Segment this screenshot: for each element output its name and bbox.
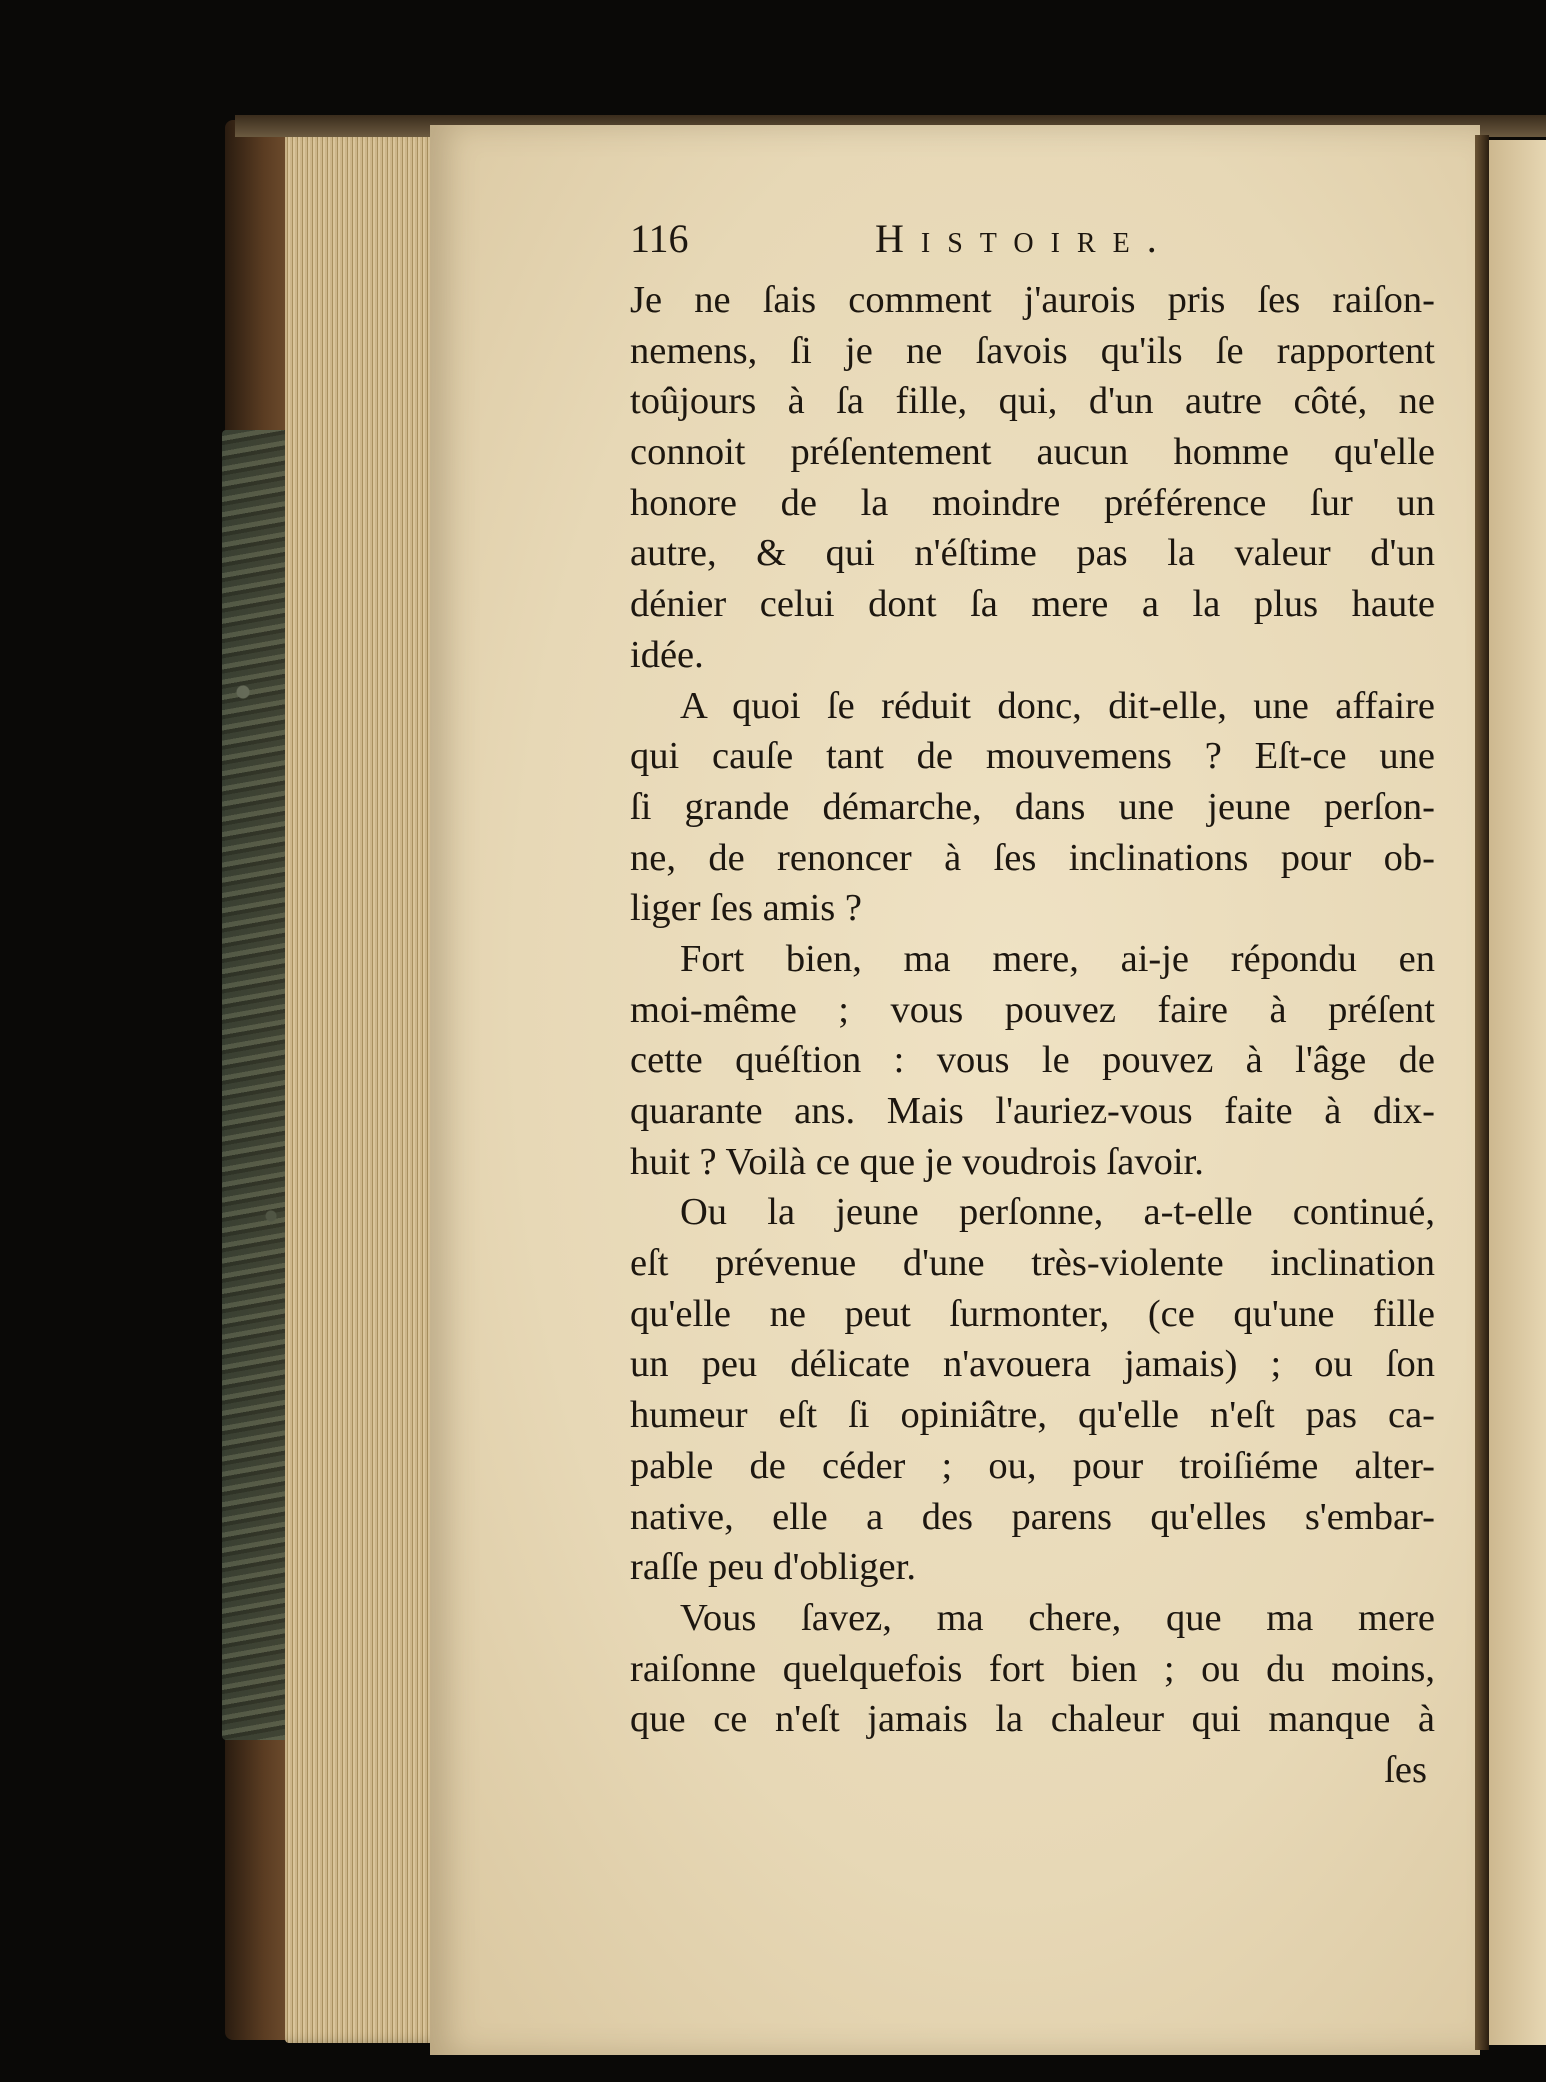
running-title: Histoire. (875, 216, 1174, 261)
text-line: que ce n'eſt jamais la chaleur qui manque à (630, 1698, 1435, 1741)
text-line: native, elle a des parens qu'elles s'embar- (630, 1495, 1435, 1538)
text-line: A quoi ſe réduit donc, dit-elle, une affaire (680, 684, 1435, 727)
text-line: toûjours à ſa fille, qui, d'un autre côté, ne (630, 380, 1435, 423)
catchword: ſes (1384, 1748, 1427, 1791)
text-line: cette quéſtion : vous le pouvez à l'âge de (630, 1039, 1435, 1082)
text-line: quarante ans. Mais l'auriez-vous faite à dix- (630, 1090, 1435, 1132)
marbled-cover (222, 430, 292, 1740)
page-number: 116 (630, 216, 689, 261)
text-line: pable de céder ; ou, pour troiſiéme alter- (630, 1444, 1435, 1487)
text-line: humeur eſt ſi opiniâtre, qu'elle n'eſt pas ca- (630, 1394, 1435, 1437)
text-line: un peu délicate n'avouera jamais) ; ou ſon (630, 1343, 1435, 1386)
text-line: qu'elle ne peut ſurmonter, (ce qu'une fille (630, 1292, 1435, 1335)
text-line: qui cauſe tant de mouvemens ? Eſt-ce une (630, 735, 1435, 778)
text-line: Je ne ſais comment j'aurois pris ſes raiſon- (630, 279, 1435, 321)
text-line: Vous ſavez, ma chere, que ma mere (680, 1596, 1435, 1639)
text-line: ne, de renoncer à ſes inclinations pour ob- (630, 836, 1435, 879)
text-line: connoit préſentement aucun homme qu'elle (630, 431, 1435, 474)
text-line: eſt prévenue d'une très-violente inclination (630, 1242, 1435, 1285)
text-line: raiſonne quelquefois fort bien ; ou du moins, (630, 1647, 1435, 1690)
text-line: moi-même ; vous pouvez faire à préſent (630, 988, 1435, 1031)
text-line: Fort bien, ma mere, ai-je répondu en (680, 937, 1435, 980)
page-header (630, 215, 1435, 275)
text-line: ſi grande démarche, dans une jeune perſon- (630, 785, 1435, 828)
text-line: huit ? Voilà ce que je voudrois ſavoir. (630, 1140, 1204, 1183)
text-line: dénier celui dont ſa mere a la plus haute (630, 583, 1435, 626)
page-edges (285, 128, 445, 2043)
gutter (1475, 135, 1489, 2050)
text-line: autre, & qui n'éſtime pas la valeur d'un (630, 532, 1435, 575)
page-text (630, 215, 1435, 1796)
text-line: Ou la jeune perſonne, a-t-elle continué, (680, 1191, 1435, 1234)
text-line: liger ſes amis ? (630, 887, 862, 930)
opposite-page (1489, 140, 1546, 2045)
text-line: nemens, ſi je ne ſavois qu'ils ſe rapportent (630, 329, 1435, 372)
text-line: idée. (630, 633, 704, 676)
text-line: raſſe peu d'obliger. (630, 1546, 916, 1589)
text-line: honore de la moindre préférence ſur un (630, 481, 1435, 524)
